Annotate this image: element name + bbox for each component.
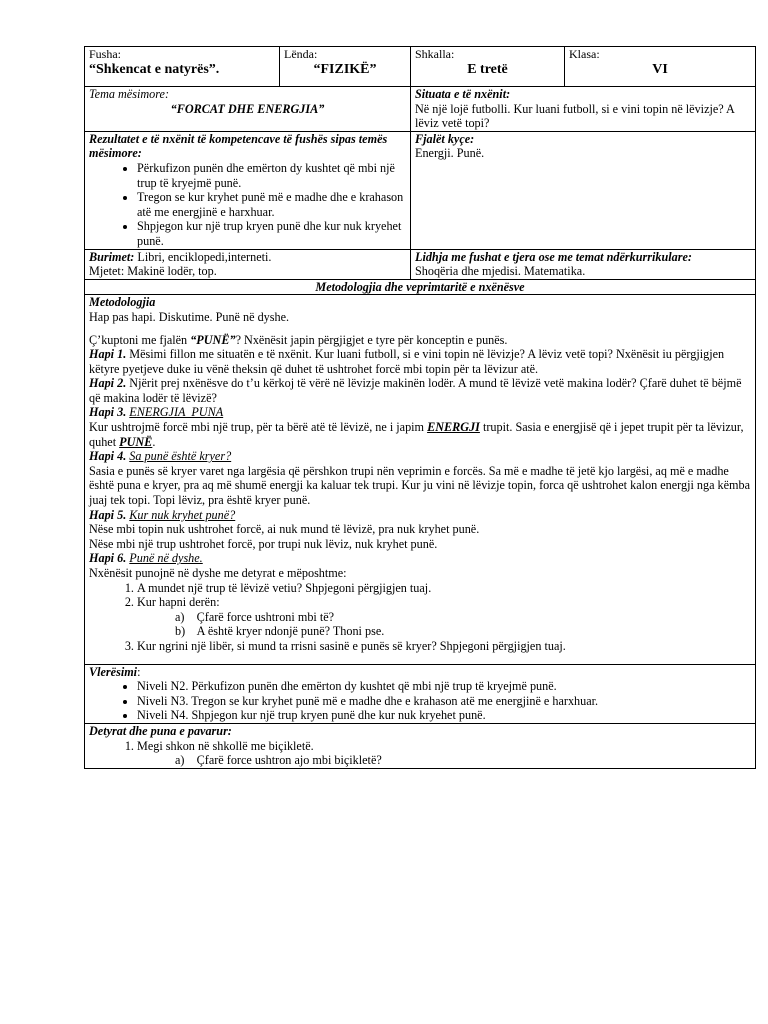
lidhja-label: Lidhja me fushat e tjera ose me temat ndërkurrikulare: <box>415 249 692 264</box>
list-item: 1. A mundet një trup të lëvizë vetiu? Shpjegoni përgjigjen tuaj. <box>137 581 751 596</box>
tema-value: “FORCAT DHE ENERGJIA” <box>170 101 325 116</box>
tema-row <box>85 87 756 132</box>
klasa-label: Klasa: <box>569 47 600 61</box>
burimet-text: Libri, enciklopedi,interneti. <box>134 249 272 264</box>
intro-pre: Ç’kuptoni me fjalën <box>89 332 191 347</box>
hapi3-title: ENERGJIA PUNA <box>129 405 224 420</box>
intro-paragraph <box>89 333 751 348</box>
lidhja-text: Shoqëria dhe mjedisi. Matematika. <box>415 264 586 279</box>
list-item: b) A është kryer ndonjë punë? Thoni pse. <box>175 624 385 639</box>
vleresimi-label: Vlerësimi <box>89 664 138 679</box>
list-item: • Tregon se kur kryhet punë më e madhe dhe e krahason atë me energjinë e harxhuar. <box>137 190 406 219</box>
rezultatet-label: Rezultatet e të nxënit të kompetencave të fushës sipas temës mësimore: <box>89 131 388 161</box>
vleresimi-colon: : <box>137 664 141 679</box>
situata-label: Situata e të nxënit: <box>415 87 511 101</box>
fjalet-label: Fjalët kyçe: <box>415 131 475 146</box>
fjalet-cell <box>411 131 756 249</box>
klasa-cell <box>565 47 756 87</box>
shkalla-cell <box>411 47 565 87</box>
mjetet-text: Mjetet: Makinë lodër, top. <box>89 264 217 279</box>
hapi3-post: . <box>152 434 156 449</box>
hapi3-paragraph <box>89 420 751 449</box>
klasa-value: VI <box>652 62 668 77</box>
vleresimi-cell <box>85 664 756 723</box>
detyrat-sublist <box>137 753 751 768</box>
hapi2-text: Njërit prej nxënësve do t’u kërkoj të vërë në lëvizje makinën lodër. A mund të lëvizë vetë makina lodër? Çfarë duhet të bëjmë që makina lodër të lëvizë? <box>89 376 742 405</box>
hapi5-line1: Nëse mbi topin nuk ushtrohet forcë, ai nuk mund të lëvizë, pra nuk kryhet punë. <box>89 522 480 537</box>
metodologjia-title-row <box>85 279 756 295</box>
situata-cell <box>411 87 756 132</box>
hapi5-heading <box>89 508 751 523</box>
tasks-list <box>89 581 751 654</box>
burimet-label: Burimet: <box>89 249 135 264</box>
hapi5-line2: Nëse mbi një trup ushtrohet forcë, por trupi nuk lëviz, nuk kryhet punë. <box>89 536 438 551</box>
hapi4-paragraph: Sasia e punës së kryer varet nga largësia që përshkon trupi nën veprimin e forcës. Sa më e madhe të jetë kjo largësi, aq më e madhe është puna e kryer, pra aq më shumë energji ka kaluar tek trupi. Kur ju vini në lëvizje topin, forca që ushtrohet kalon energji nga këmba juaj tek topi. Topi lëviz, pra është kryer punë. <box>89 463 751 508</box>
hapi6-title: Punë në dyshe. <box>129 551 203 566</box>
burimet-cell <box>85 249 411 279</box>
list-item: • Shpjegon kur një trup kryen punë dhe kur nuk kryehet punë. <box>137 219 406 248</box>
hapi3-word-pune: PUNË <box>119 434 153 449</box>
tema-label: Tema mësimore: <box>89 87 170 101</box>
rezultatet-list <box>89 161 406 249</box>
metodologjia-title: Metodologjia dhe veprimtaritë e nxënësve <box>85 279 756 295</box>
lesson-plan-table <box>84 46 756 769</box>
fusha-value: “Shkencat e natyrës”. <box>89 62 220 77</box>
hapi6-label: Hapi 6. <box>89 551 127 566</box>
tema-cell <box>85 87 411 132</box>
shkalla-label: Shkalla: <box>415 47 455 61</box>
hapi5-title: Kur nuk kryhet punë? <box>129 507 236 522</box>
hapi6-heading <box>89 551 751 566</box>
hapi3-pre: Kur ushtrojmë forcë mbi një trup, për ta bërë atë të lëvizë, ne i japim <box>89 420 428 435</box>
hapi2-label: Hapi 2. <box>89 376 127 391</box>
intro-post: ? Nxënësit japin përgjigjet e tyre për konceptin e punës. <box>235 332 508 347</box>
list-item <box>137 739 751 768</box>
list-item: • Niveli N4. Shpjegon kur një trup kryen punë dhe kur nuk kryehet punë. <box>137 708 751 723</box>
hapi3-word-energji: ENERGJI <box>427 420 480 435</box>
detyrat-row <box>85 723 756 768</box>
burimet-row <box>85 249 756 279</box>
detyrat-item-1: Megi shkon në shkollë me biçikletë. <box>137 738 314 753</box>
list-item <box>137 595 751 639</box>
metodologjia-row <box>85 295 756 664</box>
lesson-plan <box>84 46 755 769</box>
metodologjia-text: Hap pas hapi. Diskutime. Punë në dyshe. <box>89 309 290 324</box>
intro-word: “PUNË” <box>190 332 236 347</box>
list-item: • Përkufizon punën dhe emërton dy kushtet që mbi një trup të kryejmë punë. <box>137 161 406 190</box>
list-item: • Niveli N2. Përkufizon punën dhe emërton dy kushtet që mbi një trup të kryejmë punë. <box>137 679 751 694</box>
list-item: a) Çfarë force ushtroni mbi të? <box>175 609 335 624</box>
detyrat-label: Detyrat dhe puna e pavarur: <box>89 723 232 738</box>
list-item: a) Çfarë force ushtron ajo mbi biçikletë? <box>175 753 382 768</box>
hapi4-label: Hapi 4. <box>89 449 127 464</box>
rezultatet-cell <box>85 131 411 249</box>
rezultatet-row <box>85 131 756 249</box>
hapi4-heading <box>89 449 751 464</box>
hapi6-text: Nxënësit punojnë në dyshe me detyrat e mëposhtme: <box>89 566 347 580</box>
vleresimi-list <box>89 679 751 723</box>
situata-text: Në një lojë futbolli. Kur luani futboll, si e vini topin në lëvizje? A lëviz vetë topi? <box>415 101 735 131</box>
lenda-label: Lënda: <box>284 47 318 61</box>
subtasks-list <box>137 610 751 639</box>
hapi1-text: Mësimi fillon me situatën e të nxënit. Kur luani futboll, si e vini topin në lëvizje? A lëviz vetë topi? Nxënësit iu përgjigjen këtyre pyetjeve duke iu vënë theksin që duhet të ushtrohet forcë mbi topin për ta lëvizur atë. <box>89 347 725 376</box>
fusha-label: Fusha: <box>89 47 122 61</box>
metodologjia-label: Metodologjia <box>89 295 156 310</box>
metodologjia-cell <box>85 295 756 664</box>
hapi3-heading <box>89 405 751 420</box>
hapi4-title: Sa punë është kryer? <box>129 449 232 464</box>
list-item: • Niveli N3. Tregon se kur kryhet punë më e madhe dhe e krahason atë me energjinë e harxhuar. <box>137 694 751 709</box>
lenda-cell <box>280 47 411 87</box>
header-row <box>85 47 756 87</box>
vleresimi-row <box>85 664 756 723</box>
hapi3-label: Hapi 3. <box>89 405 127 420</box>
detyrat-cell <box>85 723 756 768</box>
lenda-value: “FIZIKË” <box>313 62 377 77</box>
list-item: 3. Kur ngrini një libër, si mund ta rrisni sasinë e punës së kryer? Shpjegoni përgjigjen tuaj. <box>137 639 751 654</box>
lidhja-cell <box>411 249 756 279</box>
hapi1-paragraph <box>89 347 751 376</box>
task-2-text: Kur hapni derën: <box>137 595 220 610</box>
hapi3-mid: trupit. Sasia e energjisë që i jepet trupit për ta lëvizur, quhet <box>89 420 744 449</box>
shkalla-value: E tretë <box>467 62 508 77</box>
fjalet-text: Energji. Punë. <box>415 146 485 161</box>
fusha-cell <box>85 47 280 87</box>
hapi2-paragraph <box>89 376 751 405</box>
hapi1-label: Hapi 1. <box>89 347 127 362</box>
detyrat-list <box>89 739 751 768</box>
hapi5-label: Hapi 5. <box>89 507 127 522</box>
